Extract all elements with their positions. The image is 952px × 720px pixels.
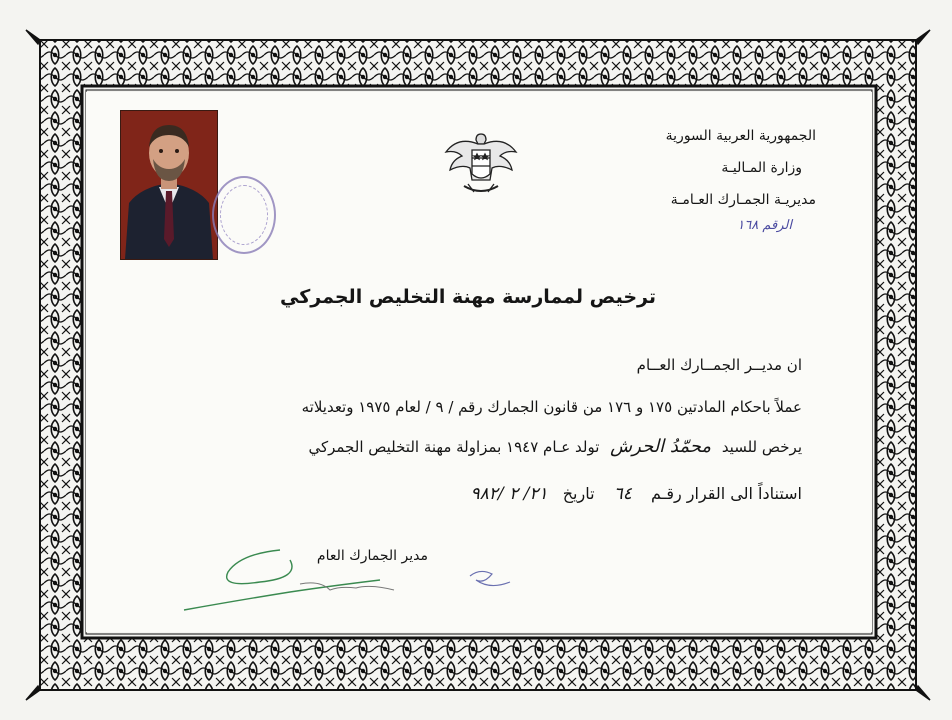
body-line-issuer: ان مديــر الجمــارك العــام [636,356,802,374]
handwritten-signature [180,540,540,620]
decision-number: ٦٤ [613,484,632,504]
reference-label: الرقم [762,218,792,233]
signatory-title: مدير الجمارك العام [316,548,428,564]
reference-value: ١٦٨ [737,218,759,233]
country-name: الجمهورية العربية السورية [665,128,816,144]
eagle-emblem-icon [444,128,518,200]
decision-date: ٢١/ ٢ /٩٨٢ [470,484,548,504]
decision-prefix: استناداً الى القرار رقـم [651,484,802,503]
directorate-name: مديريـة الجمـارك العـامـة [670,192,816,208]
ministry-name: وزارة المـاليـة [721,160,802,176]
reference-number [737,218,792,233]
grant-prefix: يرخص للسيد [721,438,802,456]
body-line-license-grant [308,436,802,457]
certificate-title: ترخيص لممارسة مهنة التخليص الجمركي [280,286,656,308]
official-stamp-icon [212,176,276,254]
grant-suffix: تولد عـام ١٩٤٧ بمزاولة مهنة التخليص الجمركي [308,438,600,456]
date-label: تاريخ [562,484,595,503]
holder-photo [120,110,218,260]
holder-name: محمّدُ الحرش [610,436,712,457]
body-line-legal-basis: عملاً باحكام المادتين ١٧٥ و ١٧٦ من قانون الجمارك رقم / ٩ / لعام ١٩٧٥ وتعديلاته [301,398,802,416]
body-line-decision [471,484,802,504]
